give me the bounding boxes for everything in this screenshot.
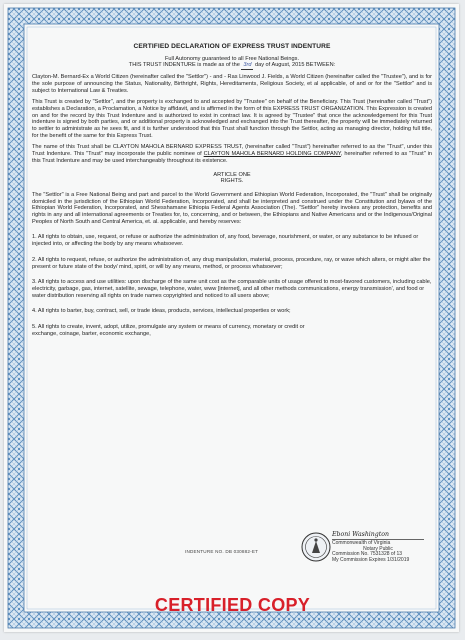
notary-expiry: My Commission Expires 1/31/2019 [332, 557, 410, 564]
notary-state: Commonwealth of Virginia [332, 539, 391, 546]
rights-item-5: 5. All rights to create, invent, adopt, utilize, promulgate any system or means of currency, monetary or credit or exchange, coinage, barter, economic exchange, [32, 324, 305, 337]
rights-item-2: 2. All rights to request, refuse, or authorize the administration of, any drug manipulation, material, process, procedure, ray, or wave which alters, or might alter the present or future state of the body/ mind, spirit, or will by any means, method, or process whatsoever; [32, 256, 431, 270]
article-body: The "Settlor" is a Free National Being and part and parcel to the World Government and Ethiopian World Federation, Incorporated, the "Trust" shall be originally domiciled in the jurisdiction of the Ethiopian World Federation, Incorporated, and shall be interpreted and construed under the Constitution and bylaws of the Ethiopian World Federation, Incorporated, and Shesshamane Ethiopia Federal Agents Association (The). "Settlor" hereby invokes any protection, benefits and rights in any and all international agreements or Treaties for, to, concerning, and or between, the Ethiopians and Native Americans and or the Indigenous/Original Peoples of North South and Central America, et. al. applicable, and hereby reserves: [32, 191, 432, 225]
document-page [4, 4, 459, 632]
trust-name-company: CLAYTON MAHOLA BERNARD HOLDING COMPANY [203, 151, 341, 158]
article-heading: ARTICLE ONE [213, 171, 251, 178]
trust-name-after: , hereinafter referred to as "Trust" in this Trust Indenture and may be used interchangeably throughout its existence. [32, 151, 433, 164]
notary-block [332, 532, 424, 564]
trust-name-before: The name of this Trust shall be CLAYTON MAHOLA BERNARD EXPRESS TRUST, (hereinafter called "Trust") hereinafter referred to as the "Trust", under this Trust Indenture. This "Trust" may incorporate the public nominee of [32, 144, 432, 158]
creation-paragraph: This Trust is created by "Settlor", and the property is exchanged to and accepted by "Trustee" on behalf of the Beneficiary. This Trust (hereinafter called "Trust") establishes a Declaration, a Proclamation, a Notice by affidavit, and is affirmed in the form of this EXPRESS TRUST ORGANIZATION. This Expression is created on and for the record by this Trust Indenture and is authorized to exist in contract law. It is agreed by "Trustee" that once the acknowledgement for this Trust indenture is signed by both parties, and or additional property is acknowledged and exchanged into the Trust thereafter, the property will be immediately returned to settler to administrate as he sees fit, and it is further understood that this Trust shall function through the Settlor, acting as managing director, holding full title, for the benefit of the same for this Express Trust. [32, 99, 432, 139]
notary-commission: Commission No. 7531328 of 13 [332, 551, 403, 558]
intro-line-2-after: day of August, 2015 BETWEEN: [254, 62, 336, 69]
document-body [32, 44, 432, 584]
notary-seal-icon [301, 532, 331, 562]
intro-line-1: Full Autonomy guaranteed to all Free National Beings. [164, 55, 300, 62]
certified-copy-stamp: CERTIFIED COPY [154, 595, 311, 615]
intro-line-2-before: THIS TRUST INDENTURE is made as of the [128, 62, 240, 69]
day-field: 3rd [243, 62, 252, 69]
indenture-number: INDENTURE NO. DB 030882-ET [185, 549, 259, 554]
notary-name: Eboni Washington [332, 531, 389, 538]
intro-line-2 [32, 62, 432, 70]
trust-name-paragraph [32, 144, 432, 164]
parties-paragraph: Clayton-M. Bernard-Ex a World Citizen (hereinafter called the "Settlor") - and - Ras Linwood J. Fields, a World Citizen (hereinafter called the "Trustee"), and is for the sole purpose of announcing the Status, Nationality, Birthright, Rights, Hereditaments, Religious Society, et al applicable, of and or for the "Settlor" and is subject to International Law & Treaties. [32, 74, 432, 94]
rights-item-3: 3. All rights to access and use utilities: upon discharge of the same unit cost as the comparable units of usage offered to most-favored customers, including cable, electricity, garbage, gas, internet, satellite, sewage, telephone, water, www [internet], and all other methods communications, energy transmission', and food or water distribution reserving all rights on trade names copyrighted and noticed to all users above; [32, 279, 432, 299]
document-title: CERTIFIED DECLARATION OF EXPRESS TRUST INDENTURE [133, 43, 331, 50]
article-subheading: RIGHTS. [220, 178, 244, 185]
rights-item-4: 4. All rights to barter, buy, contract, sell, or trade ideas, products, services, intellectual properties or work; [32, 308, 291, 315]
notary-title: Notary Public [363, 545, 393, 552]
rights-item-1: 1. All rights to obtain, use, request, or refuse or authorize the administration of, any food, beverage, nourishment, or water, or any substance to be infused or injected into, or affecting the body by any means whatsoever. [32, 234, 419, 248]
